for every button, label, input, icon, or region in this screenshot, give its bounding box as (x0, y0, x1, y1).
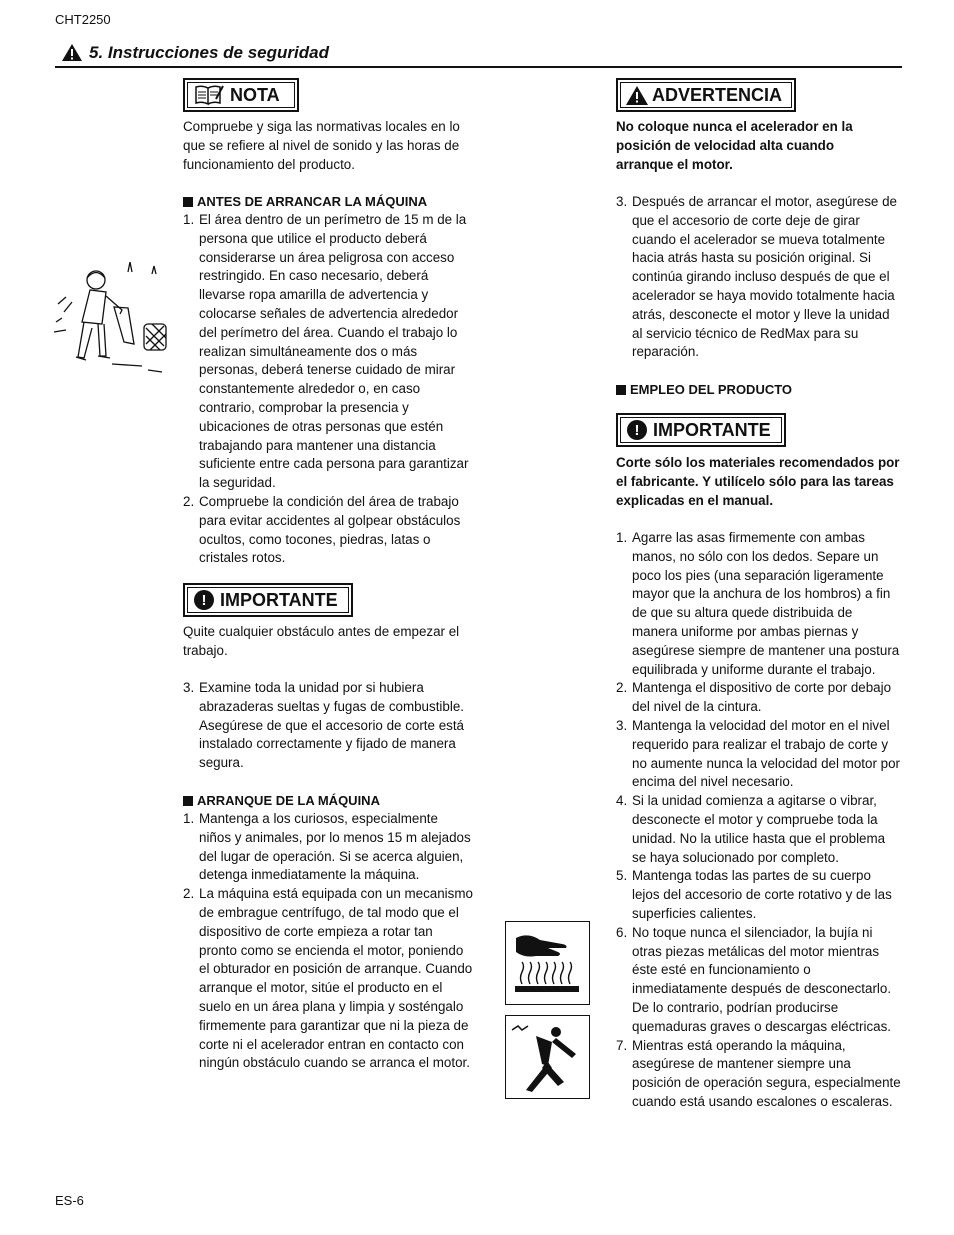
electric-shock-pictogram (505, 1015, 590, 1099)
section-title: 5. Instrucciones de seguridad (89, 43, 329, 62)
nota-box (183, 78, 299, 112)
list-item: 4. Si la unidad comienza a agitarse o vibrar, desconecte el motor y compruebe toda la unidad. No la utilice hasta que el problema se haya solucionado por completo. (616, 793, 886, 865)
list-item: 7. Mientras está operando la máquina, asegúrese de mantener siempre una posición de operación segura, especialmente cuando está usando escalones o escaleras. (616, 1037, 901, 1109)
list-item: 1. Mantenga a los curiosos, especialmente niños y animales, por lo menos 15 m alejados del lugar de operación. Si se acerca alguien, detenga inmediatamente la máquina. (183, 811, 471, 883)
list-item: 1. El área dentro de un perímetro de 15 m de la persona que utilice el producto deberá considerarse un área peligrosa con acceso restringido. En caso necesario, deberá llevarse ropa amarilla de advertencia y colocarse señales de advertencia alrededor del perímetro del área. Cuando el trabajo lo realizan simultáneamente dos o más personas, deberá tenerse cuidado de mirar constantemente alrededor o, en caso contrario, comprobar la presencia y ubicaciones de otras personas que estén trabajando para mantener una distancia suficiente entre cada persona para garantizar la seguridad. (183, 212, 469, 491)
list-item: 5. Mantenga todas las partes de su cuerpo lejos del accesorio de corte rotativo y de las superficies calientes. (616, 868, 892, 921)
section-header (55, 41, 902, 68)
warning-triangle-icon (61, 43, 83, 62)
list-item: 2. La máquina está equipada con un mecanismo de embrague centrífugo, de tal modo que el dispositivo de corte empieza a rotar tan pronto como se encienda el motor, poniendo el obturador en posición de arranque. Cuando arranque el motor, sitúe el producto en el suelo en un área plana y limpia y sosténgalo firmemente para garantizar que ni la pieza de corte ni el acelerador entran en contacto con ningún obstáculo cuando se arranca el motor. (183, 886, 473, 1071)
empleo-heading: EMPLEO DEL PRODUCTO (616, 381, 792, 399)
nota-text: Compruebe y siga las normativas locales en lo que se refiere al nivel de sonido y las horas de funcionamiento del producto. (183, 119, 460, 172)
book-note-icon (194, 84, 224, 106)
electric-shock-icon (506, 1016, 588, 1097)
list-item: 3. Mantenga la velocidad del motor en el nivel requerido para realizar el trabajo de corte y no aumente nunca la velocidad del motor por encima del nivel necesario. (616, 717, 900, 790)
square-bullet-icon (183, 197, 193, 207)
importante-text-left: Quite cualquier obstáculo antes de empezar el trabajo. (183, 624, 460, 658)
hot-surface-icon (506, 922, 588, 1003)
arranque-list (183, 810, 473, 1073)
list-item: 3. Examine toda la unidad por si hubiera abrazaderas sueltas y fugas de combustible. Asegúrese de que el accesorio de corte está instalado correctamente y fijado de manera segura. (183, 680, 465, 771)
antes-heading: ANTES DE ARRANCAR LA MÁQUINA (183, 193, 427, 211)
antes-list-continued (183, 679, 469, 773)
nota-label: NOTA (230, 84, 280, 105)
model-number: CHT2250 (55, 12, 111, 27)
square-bullet-icon (183, 796, 193, 806)
warning-triangle-icon (625, 85, 649, 106)
page-number: ES-6 (55, 1193, 84, 1208)
worker-illustration (52, 262, 170, 377)
importante-box-left (183, 583, 353, 617)
importante-label: IMPORTANTE (653, 419, 771, 440)
exclamation-icon: ! (627, 420, 647, 440)
hot-surface-pictogram (505, 921, 590, 1005)
list-item: 3. Después de arrancar el motor, asegúrese de que el accesorio de corte deje de girar cuando el acelerador se mueva totalmente hacia atrás hasta su posición original. Si continúa girando incluso después de que el acelerador se haya movido totalmente hacia atrás, desconecte el motor y lleve la unidad al servicio técnico de RedMax para su reparación. (616, 194, 897, 360)
square-bullet-icon (616, 385, 626, 395)
advertencia-label: ADVERTENCIA (652, 84, 783, 105)
list-item: 6. No toque nunca el silenciador, la bujía ni otras piezas metálicas del motor mientras éste esté en funcionamiento o inmediatamente después de desconectarlo. De lo contrario, podrían producirse quemaduras graves o descargas eléctricas. (616, 924, 892, 1034)
importante-box-right (616, 413, 786, 447)
antes-list (183, 211, 469, 568)
list-item: 1. Agarre las asas firmemente con ambas manos, no sólo con los dedos. Separe un poco los pies (una separación ligeramente mayor que la anchura de los hombros) a fin de que su altura quede distribuida de manera uniforme por ambas piernas y asegúrese siempre de mantener una postura equilibrada y uniforme durante el trabajo. (616, 530, 900, 677)
advertencia-box (616, 78, 796, 112)
empleo-list (616, 529, 901, 1112)
arranque-heading: ARRANQUE DE LA MÁQUINA (183, 792, 380, 810)
arranque-list-continued (616, 193, 901, 362)
exclamation-icon: ! (194, 590, 214, 610)
importante-text-right: Corte sólo los materiales recomendados por el fabricante. Y utilícelo sólo para las tareas explicadas en el manual. (616, 455, 900, 508)
list-item: 2. Compruebe la condición del área de trabajo para evitar accidentes al golpear obstáculos ocultos, como tocones, piedras, latas o cristales rotos. (183, 493, 461, 566)
advertencia-text: No coloque nunca el acelerador en la posición de velocidad alta cuando arranque el motor. (616, 119, 853, 172)
importante-label: IMPORTANTE (220, 589, 338, 610)
list-item: 2. Mantenga el dispositivo de corte por debajo del nivel de la cintura. (616, 680, 892, 715)
